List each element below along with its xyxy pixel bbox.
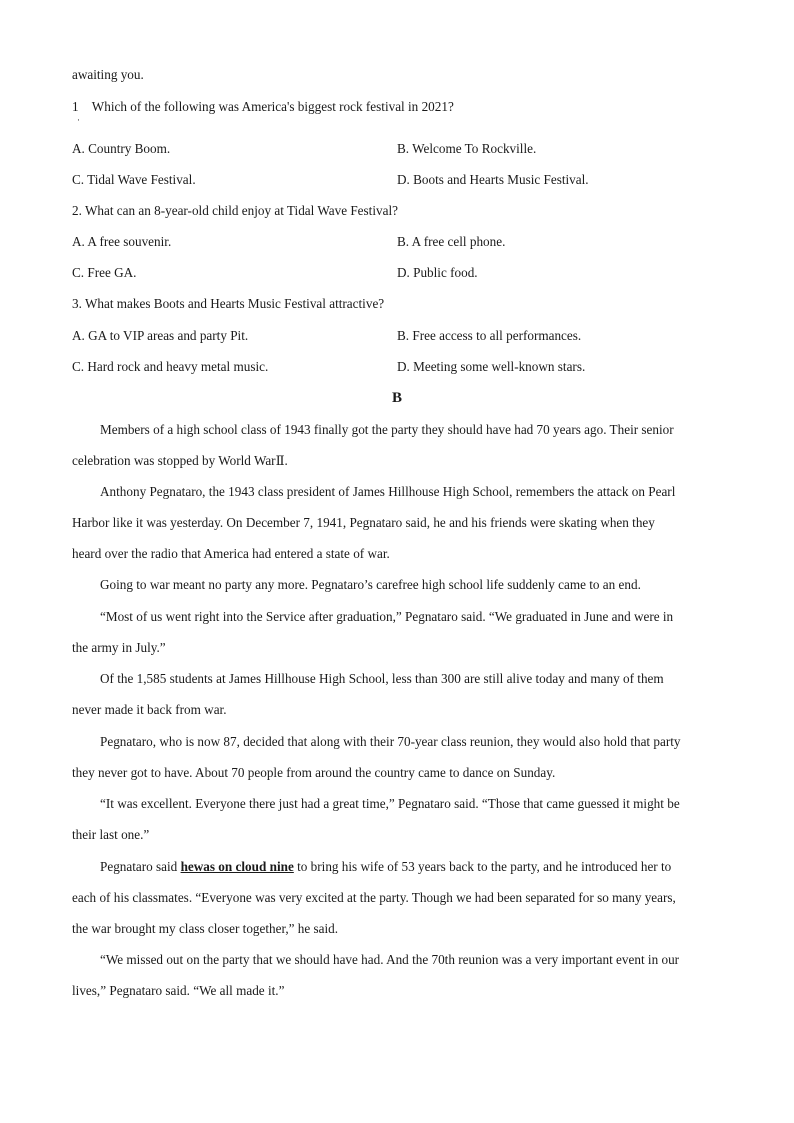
section-heading: B bbox=[391, 390, 402, 406]
q1-option-a: A. Country Boom. bbox=[72, 141, 171, 156]
passage-line: “Most of us went right into the Service after graduation,” Pegnataro said. “We graduated in June and were in bbox=[100, 609, 674, 624]
passage-line: celebration was stopped by World WarⅡ. bbox=[72, 453, 288, 468]
passage-line: Harbor like it was yesterday. On December 7, 1941, Pegnataro said, he and his friends were skating when they bbox=[72, 515, 655, 530]
passage-line: Of the 1,585 students at James Hillhouse High School, less than 300 are still alive today and many of them bbox=[100, 671, 664, 686]
underlined-phrase: hewas on cloud nine bbox=[180, 859, 294, 874]
cloud-nine-after: to bring his wife of 53 years back to the party, and he introduced her to bbox=[293, 859, 672, 874]
intro-tail: awaiting you. bbox=[72, 67, 144, 82]
question-3-stem: 3. What makes Boots and Hearts Music Festival attractive? bbox=[72, 296, 385, 311]
q3-option-d: D. Meeting some well-known stars. bbox=[397, 359, 586, 374]
passage-line: each of his classmates. “Everyone was very excited at the party. Though we had been separated for so many years, bbox=[72, 890, 676, 905]
q2-option-d: D. Public food. bbox=[397, 265, 478, 280]
passage-line-cloud-nine bbox=[100, 858, 671, 876]
q2-option-b: B. A free cell phone. bbox=[397, 234, 506, 249]
passage-line: the war brought my class closer together,” he said. bbox=[72, 921, 339, 936]
q1-option-d: D. Boots and Hearts Music Festival. bbox=[397, 172, 589, 187]
passage-line: heard over the radio that America had entered a state of war. bbox=[72, 546, 390, 561]
passage-line: their last one.” bbox=[72, 827, 150, 842]
q2-option-a: A. A free souvenir. bbox=[72, 234, 172, 249]
q2-option-c: C. Free GA. bbox=[72, 265, 137, 280]
passage-line: they never got to have. About 70 people from around the country came to dance on Sunday. bbox=[72, 765, 556, 780]
q3-option-b: B. Free access to all performances. bbox=[397, 328, 582, 343]
q1-option-b: B. Welcome To Rockville. bbox=[397, 141, 537, 156]
passage-line: Pegnataro, who is now 87, decided that along with their 70-year class reunion, they would also hold that party bbox=[100, 734, 681, 749]
passage-line: “It was excellent. Everyone there just had a great time,” Pegnataro said. “Those that came guessed it might be bbox=[100, 796, 680, 811]
q1-option-c: C. Tidal Wave Festival. bbox=[72, 172, 196, 187]
passage-line: never made it back from war. bbox=[72, 702, 227, 717]
question-2-stem: 2. What can an 8-year-old child enjoy at Tidal Wave Festival? bbox=[72, 203, 398, 218]
passage-line: Anthony Pegnataro, the 1943 class president of James Hillhouse High School, remembers the attack on Pearl bbox=[100, 484, 676, 499]
passage-line: the army in July.” bbox=[72, 640, 166, 655]
q3-option-a: A. GA to VIP areas and party Pit. bbox=[72, 328, 249, 343]
cloud-nine-before: Pegnataro said bbox=[100, 859, 181, 874]
passage-line: Members of a high school class of 1943 finally got the party they should have had 70 years ago. Their senior bbox=[100, 422, 674, 437]
stray-mark: · bbox=[77, 115, 80, 125]
passage-line: lives,” Pegnataro said. “We all made it.” bbox=[72, 983, 285, 998]
q3-option-c: C. Hard rock and heavy metal music. bbox=[72, 359, 269, 374]
passage-line: Going to war meant no party any more. Pegnataro’s carefree high school life suddenly came to an end. bbox=[100, 577, 641, 592]
passage-line: “We missed out on the party that we should have had. And the 70th reunion was a very important event in our bbox=[100, 952, 680, 967]
question-1-stem: 1 Which of the following was America's biggest rock festival in 2021? bbox=[72, 99, 454, 114]
